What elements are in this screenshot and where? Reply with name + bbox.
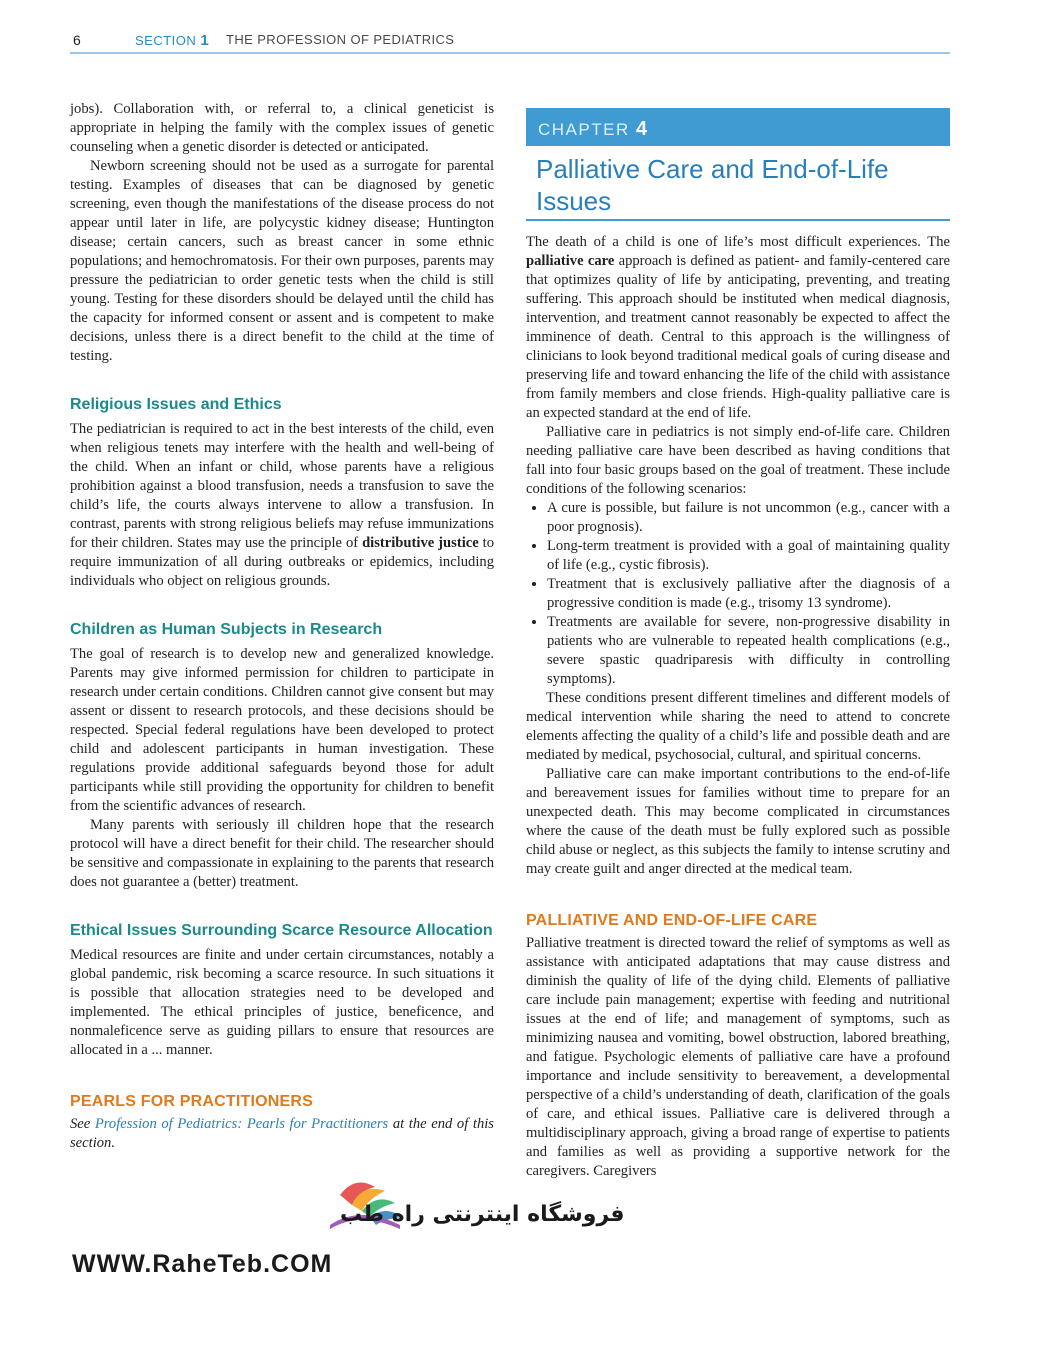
watermark-url: WWW.RaheTeb.COM bbox=[72, 1250, 333, 1278]
paragraph: The pediatrician is required to act in the best interests of the child, even when religious tenets may interfere with the health and well-being of the child. When an infant or child, whose parents have a religious prohibition against a blood transfusion, needs a transfusion to save the child’s life, the courts always intervene to allow a transfusion. In contrast, parents with strong religious beliefs may refuse immunizations for their children. States may use the principle of distributive justice to require immunization of all during outbreaks or epidemics, including individuals who object on religious grounds. bbox=[70, 421, 495, 589]
right-column bbox=[526, 233, 950, 1181]
paragraph: The goal of research is to develop new and generalized knowledge. Parents may give informed permission for children to participate in research under certain conditions. Children cannot give consent but may assent or dissent to research protocols, and these decisions should be respected. Special federal regulations have been developed to protect child and adolescent participants in human investigation. These regulations provide additional safeguards beyond those for adult participants while still providing the opportunity for children to benefit from the scientific advances of research. bbox=[70, 646, 494, 814]
paragraph: Palliative care in pediatrics is not simply end-of-life care. Children needing palliative care have been described as having conditions that fall into four basic groups based on the goal of treatment. These include conditions of the following scenarios: bbox=[526, 424, 950, 497]
scenario-list bbox=[526, 499, 950, 689]
left-column bbox=[70, 100, 494, 1153]
heading-scarce-resource: Ethical Issues Surrounding Scarce Resource Allocation bbox=[70, 922, 493, 939]
paragraph: The death of a child is one of life’s most difficult experiences. The palliative care approach is defined as patient- and family-centered care that optimizes quality of life by anticipating, preventing, and treating suffering. This approach should be instituted when medical diagnosis, intervention, and treatment cannot reasonably be expected to affect the imminence of death. Central to this approach is the willingness of clinicians to look beyond traditional medical goals of curing disease and preserving life and toward enhancing the life of the child with assistance from family members and close friends. High-quality palliative care is an expected standard at the end of life. bbox=[526, 234, 950, 421]
heading-human-subjects: Children as Human Subjects in Research bbox=[70, 621, 383, 638]
chapter-band bbox=[526, 108, 950, 146]
paragraph: jobs). Collaboration with, or referral to, a clinical geneticist is appropriate in helping the family with the complex issues of genetic counseling when a genetic disorder is detected or anticipated. bbox=[70, 101, 494, 155]
section-number: 1 bbox=[200, 32, 210, 49]
running-header bbox=[70, 30, 950, 54]
page-number: 6 bbox=[73, 32, 81, 48]
heading-palliative-care: PALLIATIVE AND END-OF-LIFE CARE bbox=[526, 912, 818, 929]
term-distributive-justice: distributive justice bbox=[362, 535, 479, 551]
list-item: • Long-term treatment is provided with a goal of maintaining quality of life (e.g., cystic fibrosis). bbox=[547, 537, 950, 575]
chapter-rule bbox=[526, 219, 950, 221]
paragraph: These conditions present different timelines and different models of medical intervention while sharing the need to attend to concrete elements affecting the quality of a child’s life and possible death and are mediated by medical, psychosocial, cultural, and spiritual concerns. bbox=[526, 690, 950, 763]
list-item: • A cure is possible, but failure is not uncommon (e.g., cancer with a poor prognosis). bbox=[547, 499, 950, 537]
paragraph: Palliative treatment is directed toward the relief of symptoms as well as assistance with anticipated adaptations that may cause distress and diminish the quality of life of the dying child. Elements of palliative care include pain management; expertise with feeding and nutritional issues at the end of life; and management of symptoms, such as minimizing nausea and vomiting, bowel obstruction, labored breathing, and fatigue. Psychologic elements of palliative care have a profound importance and include sensitivity to bereavement, a developmental perspective of a child’s understanding of death, clarification of the goals of care, and ethical issues. Palliative care is delivered through a multidisciplinary approach, giving a broad range of expertise to patients and families as well as providing a supportive network for the caregivers. Caregivers bbox=[526, 935, 950, 1179]
chapter-title: Palliative Care and End-of-Life Issues bbox=[536, 154, 889, 216]
pearls-link[interactable]: Profession of Pediatrics: Pearls for Practitioners bbox=[94, 1116, 389, 1132]
chapter-number: 4 bbox=[635, 118, 649, 140]
chapter-label: CHAPTER 4 bbox=[538, 118, 649, 140]
paragraph: Newborn screening should not be used as a surrogate for parental testing. Examples of diseases that can be diagnosed by genetic screening, even though the manifestations of the disease process do not appear until later in life, are polycystic kidney disease; Huntington disease; certain cancers, such as breast cancer in some ethnic populations; and hemochromatosis. For their own purposes, parents may pressure the pediatrician to order genetic tests when the child is still young. Testing for these disorders should be delayed until the child has the capacity for informed consent or assent and is competent to make decisions, unless there is a direct benefit to the child at the time of testing. bbox=[70, 158, 494, 364]
list-item: • Treatment that is exclusively palliative after the diagnosis of a progressive condition is made (e.g., trisomy 13 syndrome). bbox=[547, 575, 950, 613]
paragraph: Many parents with seriously ill children hope that the research protocol will have a direct benefit for their child. The researcher should be sensitive and compassionate in explaining to the parents that research does not guarantee a (better) treatment. bbox=[70, 817, 494, 890]
list-item: • Treatments are available for severe, non-progressive disability in patients who are vulnerable to repeated health complications (e.g., severe spastic quadriparesis with difficulty in controlling symptoms). bbox=[547, 613, 950, 689]
paragraph: Palliative care can make important contributions to the end-of-life and bereavement issues for families without time to prepare for an unexpected death. This may become complicated in circumstances where the cause of the death must be fully explored such as possible child abuse or neglect, as this subjects the family to intense scrutiny and may create guilt and anger directed at the medical team. bbox=[526, 766, 950, 877]
pearls-reference: See Profession of Pediatrics: Pearls for Practitioners at the end of this section. bbox=[70, 1116, 494, 1151]
term-palliative-care: palliative care bbox=[526, 253, 615, 269]
section-title: THE PROFESSION OF PEDIATRICS bbox=[226, 32, 455, 47]
heading-pearls: PEARLS FOR PRACTITIONERS bbox=[70, 1093, 314, 1110]
section-word: SECTION bbox=[135, 33, 197, 48]
heading-religious-issues: Religious Issues and Ethics bbox=[70, 396, 282, 413]
section-label bbox=[135, 32, 209, 49]
paragraph: Medical resources are finite and under certain circumstances, notably a global pandemic, risk becoming a scarce resource. In such situations it is possible that allocation strategies need to be developed and implemented. The ethical principles of justice, beneficence, and nonmaleficence serve as guiding pillars to ensure that resources are allocated in a ... manner. bbox=[70, 947, 494, 1058]
watermark-persian: فروشگاه اینترنتی راه طب bbox=[340, 1202, 625, 1227]
